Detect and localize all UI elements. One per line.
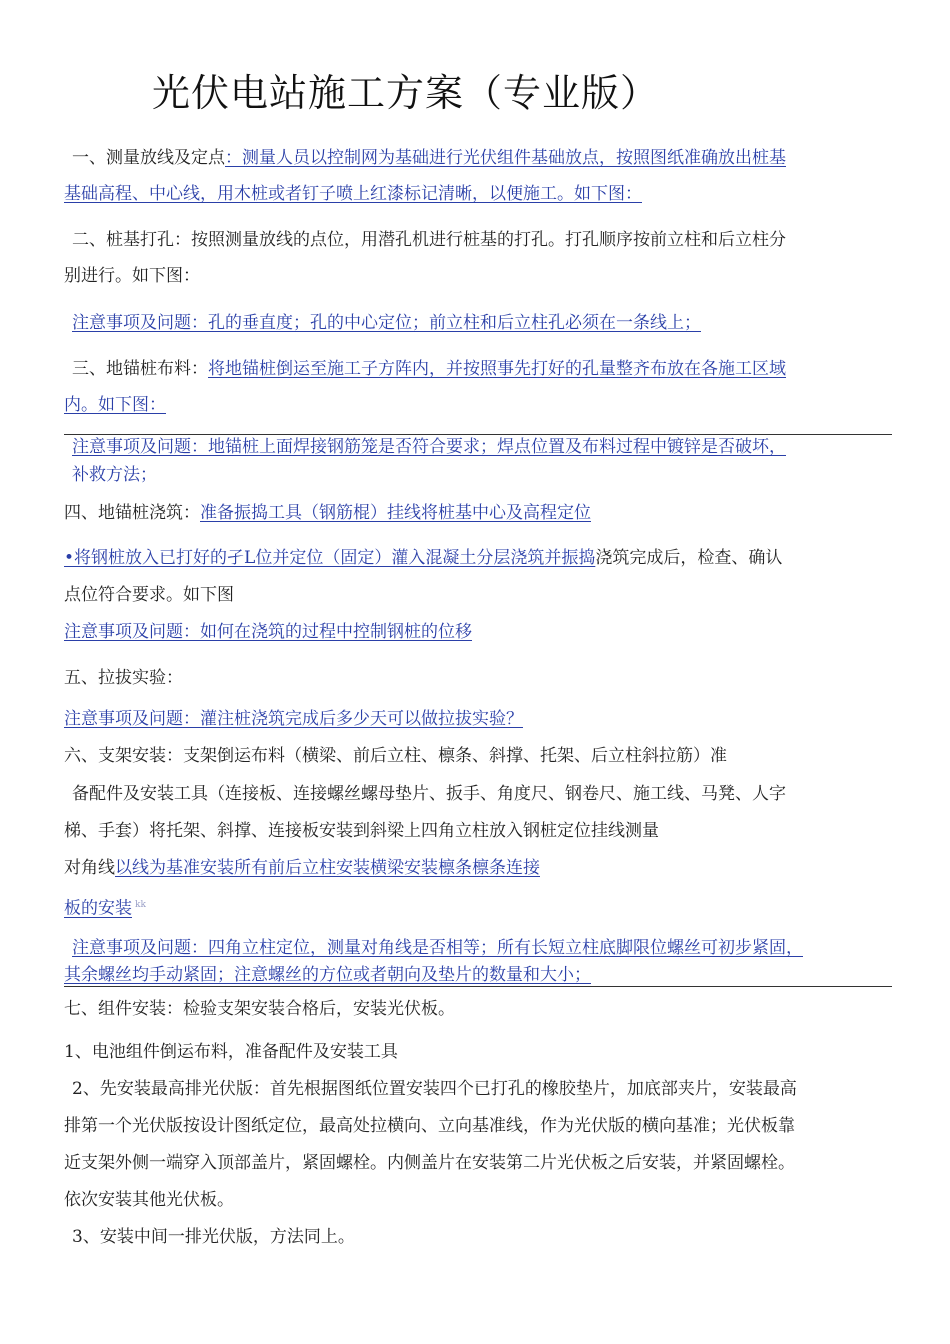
section-3-link-text[interactable]: 将地锚桩倒运至施工子方阵内，并按照事先打好的孔量整齐布放在各施工区域 xyxy=(208,359,786,379)
section-7-item-2-line-1: 2、先安装最高排光伏版：首先根据图纸位置安装四个已打孔的橡胶垫片，加底部夹片，安装最高 xyxy=(72,1079,797,1099)
section-1-link-text[interactable]: ：测量人员以控制网为基础进行光伏组件基础放点，按照图纸准确放出桩基 xyxy=(225,148,786,168)
section-6-line-4-plain: 对角线 xyxy=(64,858,115,878)
section-5-note xyxy=(64,701,884,738)
section-1-line-2 xyxy=(64,176,884,213)
section-6-note-1 xyxy=(64,934,892,962)
section-6-line-1: 六、支架安装：支架倒运布料（横梁、前后立柱、檩条、斜撑、托架、后立柱斜拉筋）准 xyxy=(64,746,727,766)
section-6-line-5-link[interactable]: 板的安装 xyxy=(64,898,132,919)
section-2-note-link[interactable]: 注意事项及问题：孔的垂直度；孔的中心定位；前立柱和后立柱孔必须在一条线上； xyxy=(72,313,701,333)
section-3-note-text: 补救方法； xyxy=(72,465,157,485)
section-5-line-1: 五、拉拔实验： xyxy=(64,668,183,688)
section-7-item-3: 3、安装中间一排光伏版，方法同上。 xyxy=(72,1227,355,1247)
section-7-item-2-line-3: 近支架外侧一端穿入顶部盖片，紧固螺栓。内侧盖片在安装第二片光伏板之后安装，并紧固螺栓。 xyxy=(64,1153,795,1173)
section-4-label: 四、地锚桩浇筑： xyxy=(64,503,200,523)
section-1-line-1 xyxy=(64,140,884,177)
section-1-link-text-2[interactable]: 基础高程、中心线，用木桩或者钉子喷上红漆标记清晰，以便施工。如下图： xyxy=(64,184,642,204)
section-6-line-3: 梯、手套）将托架、斜撑、连接板安装到斜梁上四角立柱放入钢桩定位挂线测量 xyxy=(64,821,659,841)
section-4-line-1 xyxy=(64,495,884,532)
section-5-note-link[interactable]: 注意事项及问题：灌注桩浇筑完成后多少天可以做拉拔实验？ xyxy=(64,709,523,729)
section-6-mark: kk xyxy=(135,900,146,910)
section-6-line-5 xyxy=(64,887,884,928)
section-7-item-2-line-4: 依次安装其他光伏板。 xyxy=(64,1190,234,1210)
section-6-note-link-1[interactable]: 注意事项及问题：四角立柱定位，测量对角线是否相等；所有长短立柱底脚限位螺丝可初步紧固， xyxy=(72,938,803,958)
section-4-line-2 xyxy=(64,540,884,577)
section-4-note-link[interactable]: 注意事项及问题：如何在浇筑的过程中控制钢桩的位移 xyxy=(64,622,472,642)
section-6-line-4 xyxy=(64,850,884,887)
section-2-note xyxy=(64,305,892,342)
section-2-line-1: 二、桩基打孔：按照测量放线的点位，用潜孔机进行桩基的打孔。打孔顺序按前立柱和后立柱分 xyxy=(72,230,786,250)
section-3-note-2 xyxy=(64,461,892,489)
section-6-line-2: 备配件及安装工具（连接板、连接螺丝螺母垫片、扳手、角度尺、钢卷尺、施工线、马凳、人字 xyxy=(72,784,786,804)
section-4-bullet-link[interactable]: •将钢桩放入已打好的孑L位并定位（固定）灌入混凝土分层浇筑并振捣 xyxy=(64,548,596,568)
section-7-line-1: 七、组件安装：检验支架安装合格后，安装光伏板。 xyxy=(64,999,455,1019)
section-6-note-2 xyxy=(64,961,884,989)
section-6-note-link-2[interactable]: 其余螺丝均手动紧固；注意螺丝的方位或者朝向及垫片的数量和大小； xyxy=(64,965,591,985)
section-7-item-1: 1、电池组件倒运布料，准备配件及安装工具 xyxy=(64,1042,398,1062)
section-6-line-4-link[interactable]: 以线为基准安装所有前后立柱安装横梁安装檩条檩条连接 xyxy=(115,858,540,878)
section-4-bullet-rest: 浇筑完成后，检查、确认 xyxy=(595,548,783,568)
section-4-link-text[interactable]: 准备振捣工具（钢筋棍）挂线将桩基中心及高程定位 xyxy=(200,503,591,523)
section-3-line-1 xyxy=(64,351,884,388)
section-2-line-2: 别进行。如下图： xyxy=(64,266,200,286)
section-4-line-3: 点位符合要求。如下图 xyxy=(64,585,234,605)
section-7-item-2-line-2: 排第一个光伏版按设计图纸定位，最高处拉横向、立向基准线，作为光伏版的横向基准；光伏板靠 xyxy=(64,1116,795,1136)
section-3-note-link[interactable]: 注意事项及问题：地锚桩上面焊接钢筋笼是否符合要求；焊点位置及布料过程中镀锌是否破坏， xyxy=(72,437,786,457)
page-title: 光伏电站施工方案（专业版） xyxy=(152,71,660,115)
section-3-line-2 xyxy=(64,387,884,424)
section-4-note xyxy=(64,614,884,651)
section-3-link-text-2[interactable]: 内。如下图： xyxy=(64,395,166,415)
section-3-note-1 xyxy=(64,433,892,461)
section-1-label: 一、测量放线及定点 xyxy=(72,148,225,168)
section-3-label: 三、地锚桩布料： xyxy=(72,359,208,379)
divider-line-2 xyxy=(64,986,892,987)
